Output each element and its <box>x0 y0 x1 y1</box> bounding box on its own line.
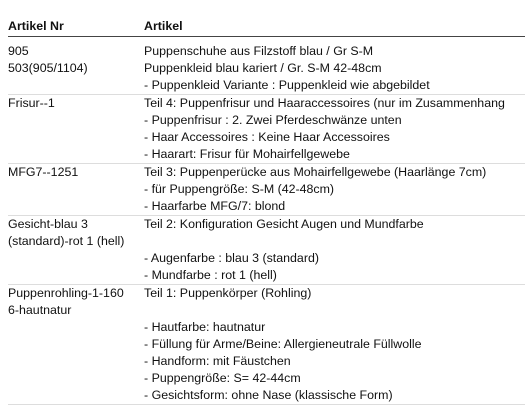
cell-line: 905 <box>8 44 29 58</box>
cell-line: Puppenrohling-1-160 <box>8 286 124 300</box>
article-number-cell <box>8 285 144 404</box>
header-article-number: Artikel Nr <box>8 19 64 33</box>
cell-line: - Puppengröße: S= 42-44cm <box>144 371 301 385</box>
article-number-cell <box>8 216 144 284</box>
table-row <box>8 216 525 285</box>
cell-line: - Füllung für Arme/Beine: Allergieneutrale Füllwolle <box>144 337 422 351</box>
cell-line: - Handform: mit Fäustchen <box>144 354 291 368</box>
article-cell <box>144 95 525 163</box>
cell-line: - für Puppengröße: S-M (42-48cm) <box>144 182 335 196</box>
article-cell <box>144 285 525 404</box>
cell-line: - Gesichtsform: ohne Nase (klassische Form) <box>144 388 393 402</box>
cell-line: - Augenfarbe : blau 3 (standard) <box>144 251 319 265</box>
cell-line: Teil 1: Puppenkörper (Rohling) <box>144 286 312 300</box>
cell-line: - Hautfarbe: hautnatur <box>144 320 266 334</box>
cell-blank-line <box>144 233 525 250</box>
cell-line: Teil 4: Puppenfrisur und Haaraccessoires (nur im Zusammenhang <box>144 96 505 110</box>
article-cell <box>144 43 525 94</box>
cell-line: - Haar Accessoires : Keine Haar Accessoires <box>144 130 390 144</box>
article-number-cell <box>8 164 144 215</box>
cell-line: - Mundfarbe : rot 1 (hell) <box>144 268 277 282</box>
cell-line: Puppenkleid blau kariert / Gr. S-M 42-48cm <box>144 61 382 75</box>
cell-line: 6-hautnatur <box>8 303 72 317</box>
table-row <box>8 164 525 216</box>
article-number-cell <box>8 43 144 94</box>
table-row <box>8 285 525 405</box>
cell-line: - Puppenfrisur : 2. Zwei Pferdeschwänze unten <box>144 113 402 127</box>
cell-line: Teil 3: Puppenperücke aus Mohairfellgewebe (Haarlänge 7cm) <box>144 165 487 179</box>
table-header <box>8 18 525 37</box>
cell-line: 503(905/1104) <box>8 61 88 75</box>
header-article: Artikel <box>144 19 183 33</box>
cell-line: - Haarfarbe MFG/7: blond <box>144 199 286 213</box>
cell-line: (standard)-rot 1 (hell) <box>8 234 125 248</box>
article-cell <box>144 216 525 284</box>
cell-line: Gesicht-blau 3 <box>8 217 88 231</box>
cell-line: Teil 2: Konfiguration Gesicht Augen und Mundfarbe <box>144 217 424 231</box>
table-row <box>8 43 525 95</box>
cell-line: Puppenschuhe aus Filzstoff blau / Gr S-M <box>144 44 374 58</box>
cell-line: Frisur--1 <box>8 96 55 110</box>
cell-line: MFG7--1251 <box>8 165 79 179</box>
table-row <box>8 95 525 164</box>
cell-blank-line <box>144 302 525 319</box>
cell-line: - Haarart: Frisur für Mohairfellgewebe <box>144 147 350 161</box>
cell-line: - Puppenkleid Variante : Puppenkleid wie abgebildet <box>144 78 430 92</box>
article-number-cell <box>8 95 144 163</box>
order-items-table <box>8 18 525 405</box>
article-cell <box>144 164 525 215</box>
